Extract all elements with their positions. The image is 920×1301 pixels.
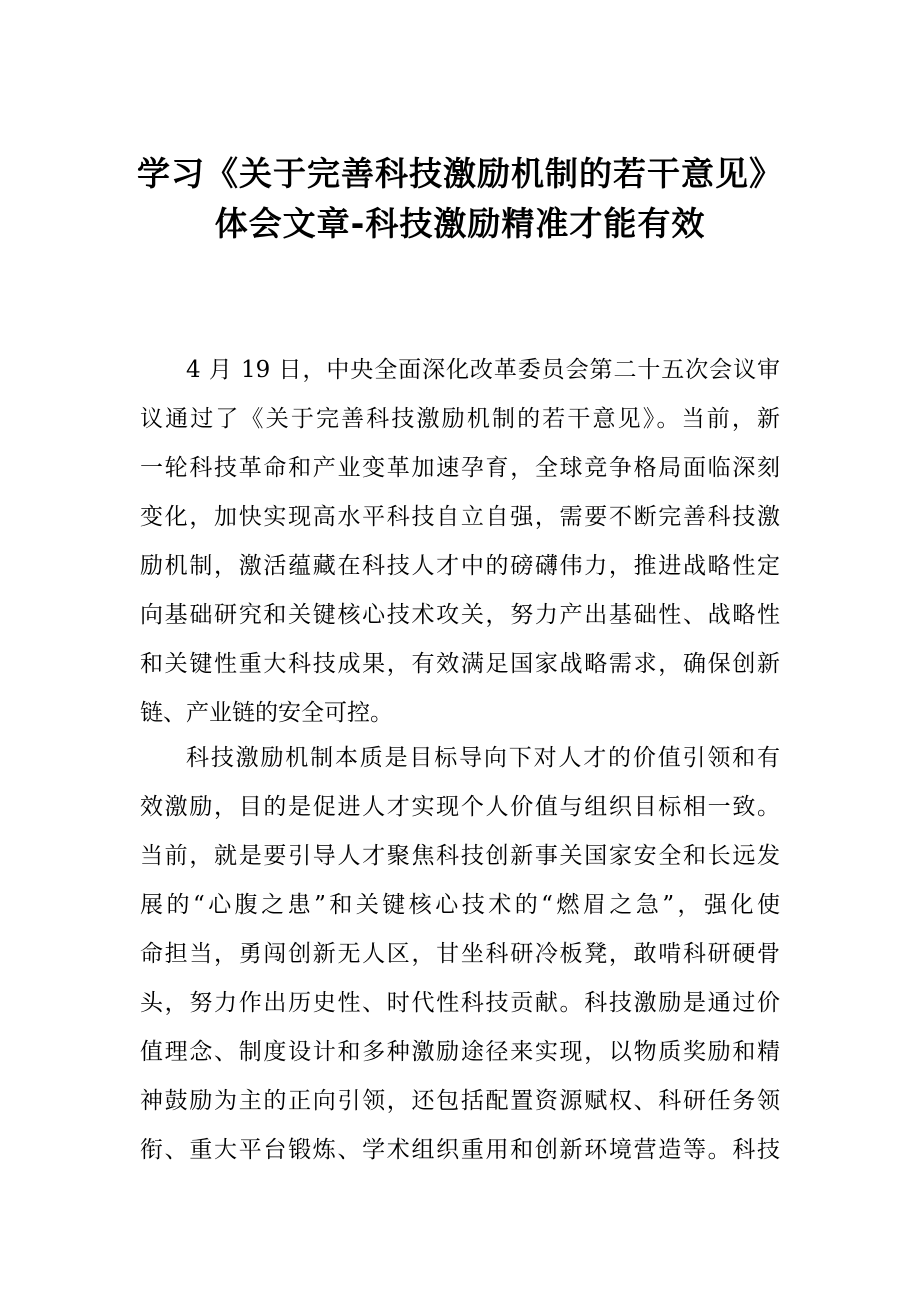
paragraph-1-line-6: 向基础研究和关键核心技术攻关，努力产出基础性、战略性: [140, 602, 780, 628]
paragraph-2-line-8: 神鼓励为主的正向引领，还包括配置资源赋权、科研任务领: [140, 1088, 780, 1114]
paragraph-2-line-1: 科技激励机制本质是目标导向下对人才的价值引领和有: [186, 745, 780, 771]
paragraph-2-line-4: 展的“心腹之患”和关键核心技术的“燃眉之急”，强化使: [140, 892, 780, 918]
paragraph-2-line-9: 衔、重大平台锻炼、学术组织重用和创新环境营造等。科技: [140, 1137, 780, 1163]
document-title-line-2: 体会文章-科技激励精准才能有效: [214, 204, 706, 243]
paragraph-2-line-3: 当前，就是要引导人才聚焦科技创新事关国家安全和长远发: [140, 843, 780, 869]
paragraph-1-line-3: 一轮科技革命和产业变革加速孕育，全球竞争格局面临深刻: [140, 455, 780, 481]
paragraph-2-line-2: 效激励，目的是促进人才实现个人价值与组织目标相一致。: [140, 794, 780, 820]
paragraph-1-line-7: 和关键性重大科技成果，有效满足国家战略需求，确保创新: [140, 651, 780, 677]
paragraph-2-line-6: 头，努力作出历史性、时代性科技贡献。科技激励是通过价: [140, 990, 780, 1016]
document-title-line-1: 学习《关于完善科技激励机制的若干意见》: [137, 154, 783, 193]
paragraph-2-line-5: 命担当，勇闯创新无人区，甘坐科研冷板凳，敢啃科研硬骨: [140, 941, 780, 967]
paragraph-1-line-8: 链、产业链的安全可控。: [140, 700, 393, 726]
paragraph-2-line-7: 值理念、制度设计和多种激励途径来实现，以物质奖励和精: [140, 1039, 780, 1065]
paragraph-1-line-4: 变化，加快实现高水平科技自立自强，需要不断完善科技激: [140, 504, 780, 530]
paragraph-1-line-5: 励机制，激活蕴藏在科技人才中的磅礴伟力，推进战略性定: [140, 553, 780, 579]
paragraph-1-line-2: 议通过了《关于完善科技激励机制的若干意见》。当前，新: [140, 406, 780, 432]
paragraph-1-line-1: 4 月 19 日，中央全面深化改革委员会第二十五次会议审: [186, 357, 780, 383]
